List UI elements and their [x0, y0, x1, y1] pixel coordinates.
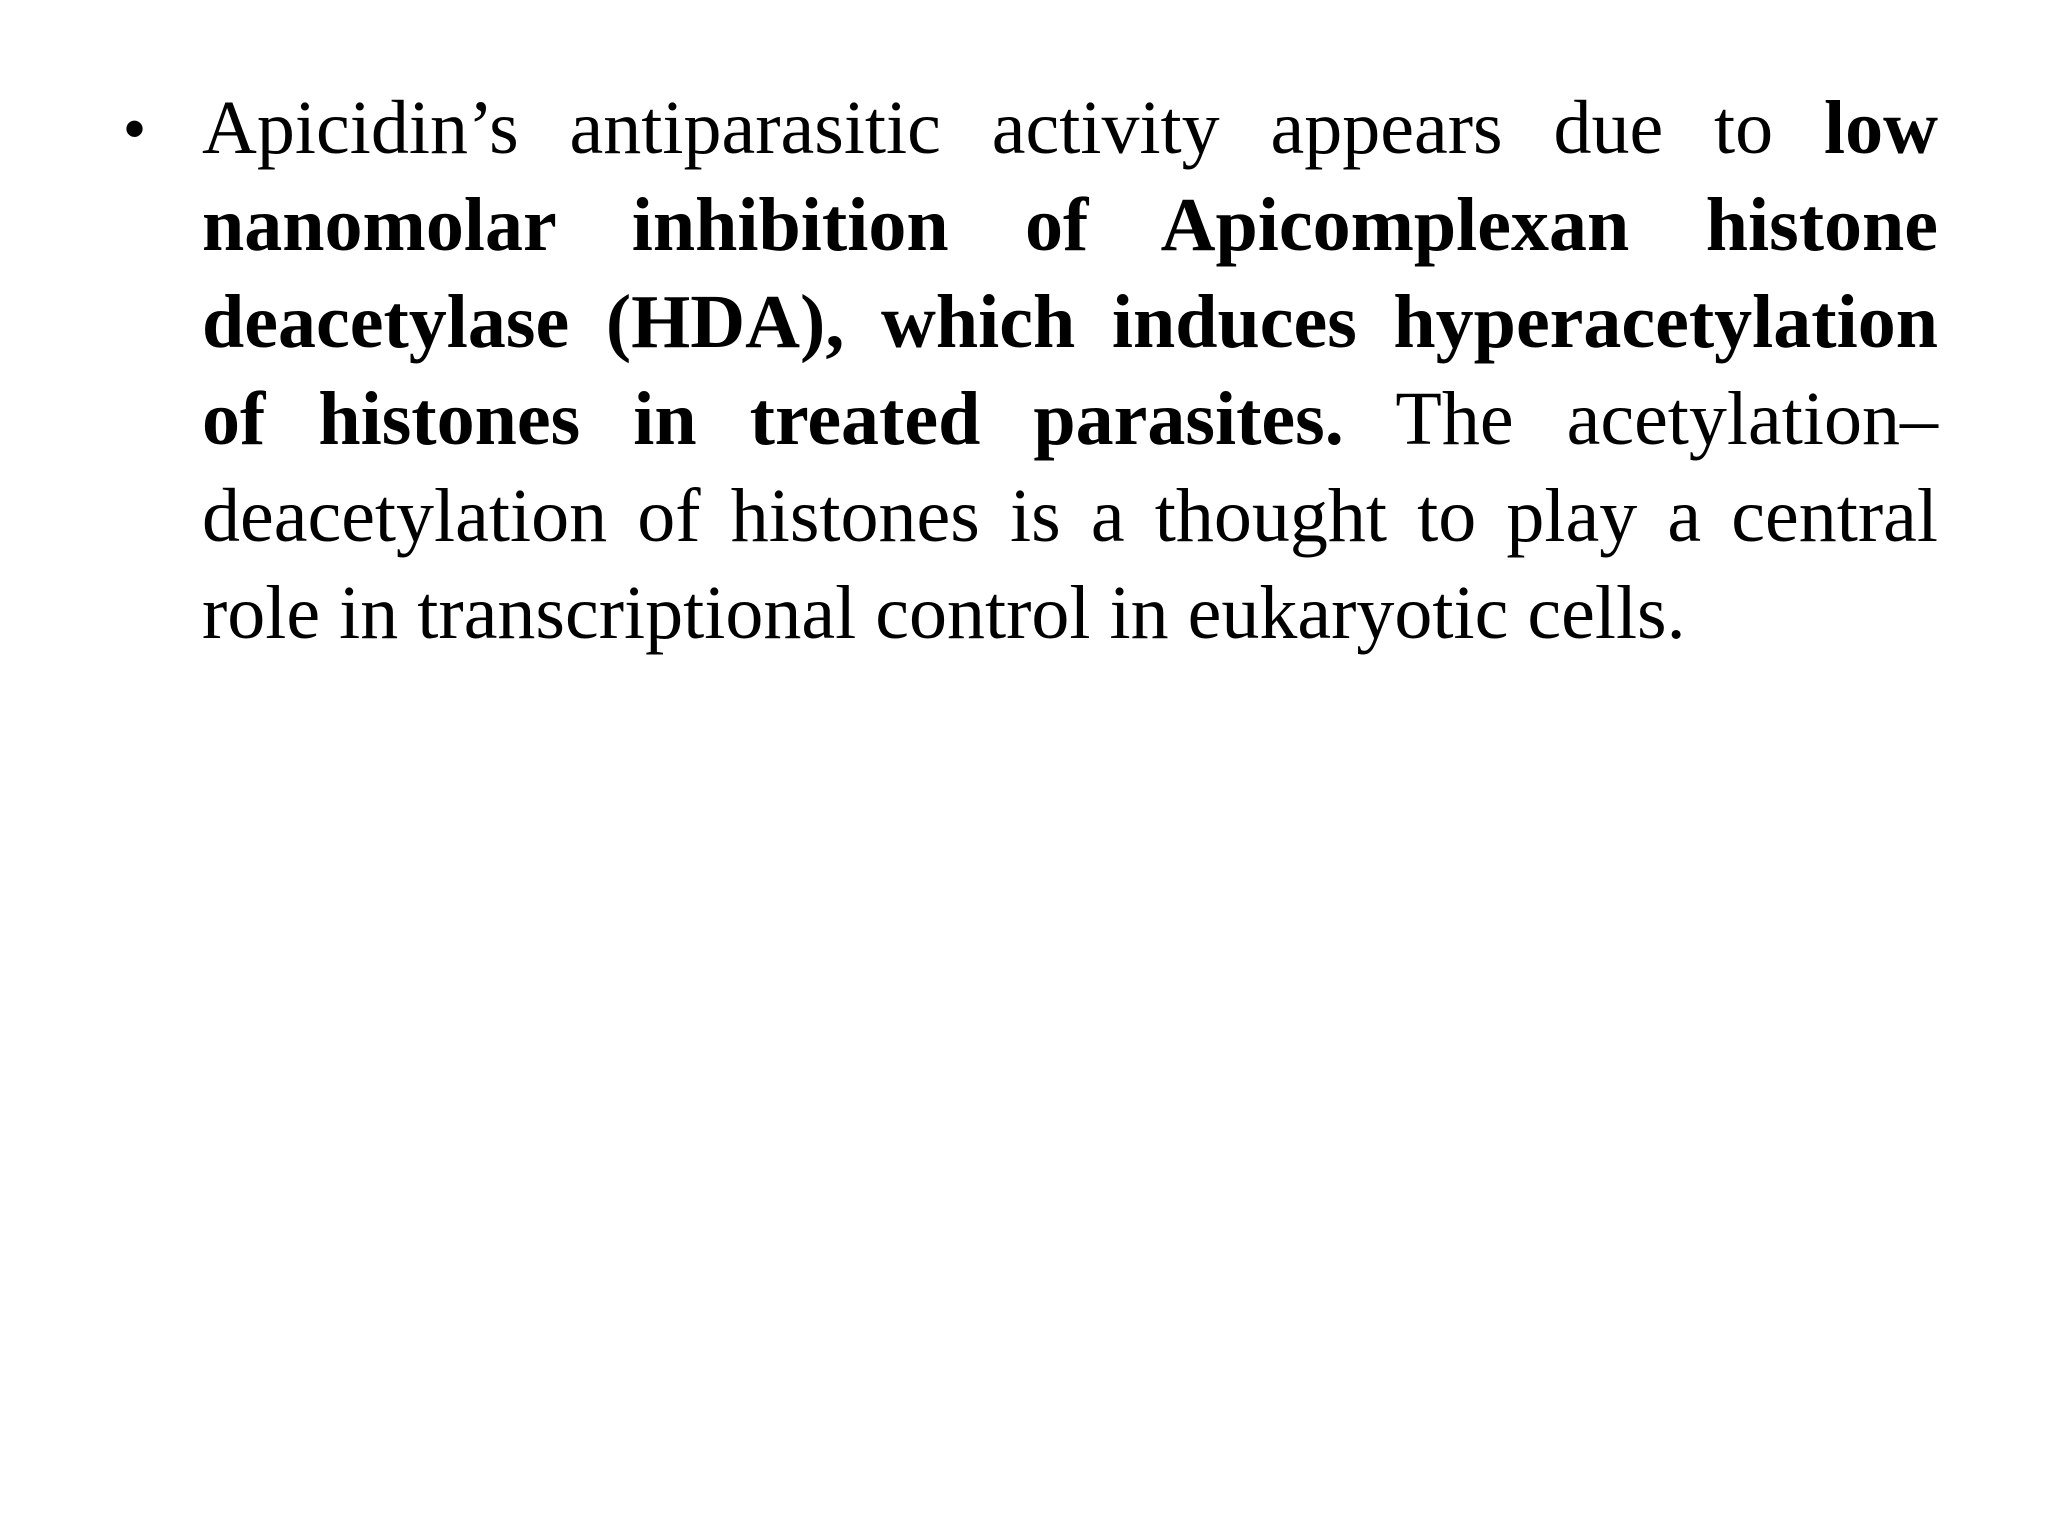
bullet-list — [120, 80, 1938, 662]
bullet-text-outro: The acetylation–deacetylation of histones is a thought to play a central role in transcriptional control in eukaryotic cells. — [202, 377, 1938, 655]
bullet-text-intro: Apicidin’s antiparasitic activity appears due to — [202, 86, 1824, 170]
bullet-text-bold: low nanomolar inhibition of Apicomplexan histone deacetylase (HDA), which induces hyperacetylation of histones in treated parasites. — [202, 86, 1938, 461]
bullet-dot-icon: • — [124, 95, 146, 162]
bullet-item — [120, 80, 1938, 662]
